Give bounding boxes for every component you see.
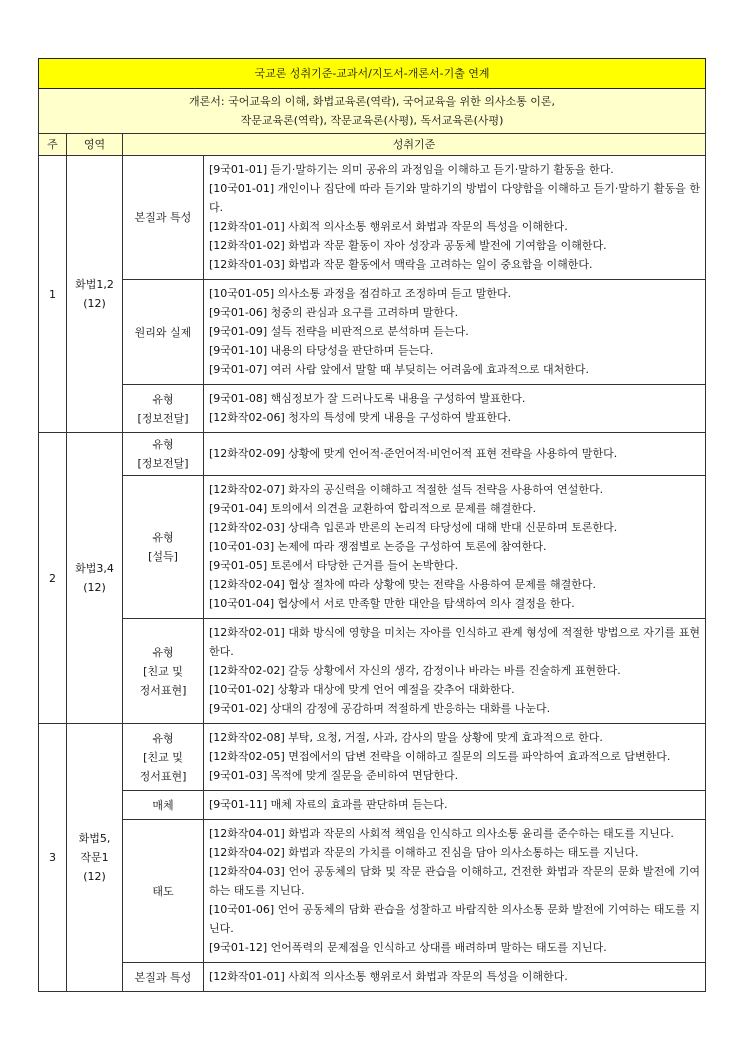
table-row <box>39 791 706 820</box>
category-cell <box>123 280 204 385</box>
achievement-standard: [9국01-09] 설득 전략을 비판적으로 분석하며 듣는다. <box>209 325 469 338</box>
header-week: 주 <box>39 134 67 156</box>
table-row <box>39 476 706 619</box>
achievement-standard: [9국01-05] 토론에서 타당한 근거를 들어 논박한다. <box>209 559 459 572</box>
achievement-standard: [12화작01-01] 사회적 의사소통 행위로서 화법과 작문의 특성을 이해한다. <box>209 220 568 233</box>
achievement-standard: [12화작01-01] 사회적 의사소통 행위로서 화법과 작문의 특성을 이해한다. <box>209 970 568 983</box>
reference-books <box>39 89 706 134</box>
standards-cell <box>204 619 706 724</box>
achievement-standard: [12화작04-02] 화법과 작문의 가치를 이해하고 진심을 담아 의사소통하는 태도를 지닌다. <box>209 846 639 859</box>
standards-cell <box>204 385 706 433</box>
reference-books-line1: 개론서: 국어교육의 이해, 화법교육론(역락), 국어교육을 위한 의사소통 이론, <box>188 95 556 108</box>
table-row <box>39 963 706 992</box>
category-label: 유형 <box>152 531 174 544</box>
area-line: 화법1,2 <box>75 278 114 291</box>
category-label: 유형 <box>152 392 174 406</box>
achievement-standard: [12화작02-03] 상대측 입론과 반론의 논리적 타당성에 대해 반대 신문하며 토론한다. <box>209 521 618 534</box>
category-label: 유형 <box>152 731 174 745</box>
table-row <box>39 724 706 791</box>
area-line: (12) <box>83 297 106 310</box>
achievement-standard: [12화작02-02] 갈등 상황에서 자신의 생각, 감정이나 바라는 바를 진술하게 표현한다. <box>209 664 621 677</box>
standards-cell <box>204 433 706 476</box>
category-cell <box>123 156 204 280</box>
standards-cell <box>204 156 706 280</box>
page-title: 국교론 성취기준-교과서/지도서-개론서-기출 연계 <box>39 59 706 89</box>
area-line: 작문1 <box>80 851 109 864</box>
category-cell <box>123 619 204 724</box>
standards-cell <box>204 791 706 820</box>
table-row <box>39 619 706 724</box>
category-label: 원리와 실제 <box>134 325 192 339</box>
category-cell <box>123 476 204 619</box>
category-label: 태도 <box>152 884 174 898</box>
category-cell <box>123 724 204 791</box>
achievement-standard: [12화작02-04] 협상 절차에 따라 상황에 맞는 전략을 사용하여 문제를 해결한다. <box>209 578 597 591</box>
achievement-standard: [9국01-10] 내용의 타당성을 판단하며 듣는다. <box>209 344 434 357</box>
achievement-standard: [12화작02-07] 화자의 공신력을 이해하고 적절한 설득 전략을 사용하여 연설한다. <box>209 483 604 496</box>
achievement-standard: [9국01-04] 토의에서 의견을 교환하여 합리적으로 문제를 해결한다. <box>209 502 537 515</box>
achievement-standard: [9국01-02] 상대의 감정에 공감하며 적절하게 반응하는 대화를 나눈다. <box>209 702 551 715</box>
achievement-standard: [12화작01-03] 화법과 작문 활동에서 맥락을 고려하는 일이 중요함을 이해한다. <box>209 258 593 271</box>
standards-cell <box>204 963 706 992</box>
table-row <box>39 433 706 476</box>
category-cell <box>123 433 204 476</box>
standards-cell <box>204 280 706 385</box>
area-line: (12) <box>83 581 106 594</box>
achievement-standard: [12화작01-02] 화법과 작문 활동이 자아 성장과 공동체 발전에 기여함을 이해한다. <box>209 239 607 252</box>
week-number: 3 <box>39 724 67 992</box>
standards-cell <box>204 724 706 791</box>
category-label: 매체 <box>152 798 174 812</box>
category-label: [친교 및 <box>143 750 183 764</box>
week-area <box>67 156 123 433</box>
area-line: 화법3,4 <box>75 562 114 575</box>
week-area <box>67 724 123 992</box>
achievement-standard: [10국01-03] 논제에 따라 쟁점별로 논증을 구성하여 토론에 참여한다. <box>209 540 547 553</box>
achievement-standard: [12화작04-01] 화법과 작문의 사회적 책임을 인식하고 의사소통 윤리를 준수하는 태도를 지닌다. <box>209 827 674 840</box>
achievement-standard: [10국01-01] 개인이나 집단에 따라 듣기와 말하기의 방법이 다양함을 이해하고 듣기·말하기 활동을 한다. <box>209 182 701 214</box>
achievement-standard: [12화작02-06] 청자의 특성에 맞게 내용을 구성하여 발표한다. <box>209 411 512 424</box>
category-label: [정보전달] <box>137 457 189 470</box>
category-cell <box>123 820 204 963</box>
category-cell <box>123 791 204 820</box>
achievement-standard: [10국01-05] 의사소통 과정을 점검하고 조정하며 듣고 말한다. <box>209 287 512 300</box>
category-label: 본질과 특성 <box>134 211 192 224</box>
standards-cell <box>204 476 706 619</box>
header-standard: 성취기준 <box>123 134 706 156</box>
achievement-standard: [9국01-07] 여러 사람 앞에서 말할 때 부딪히는 어려움에 효과적으로 대처한다. <box>209 363 590 376</box>
category-cell <box>123 963 204 992</box>
category-label: 본질과 특성 <box>134 970 192 984</box>
reference-books-line2: 작문교육론(역락), 작문교육론(사평), 독서교육론(사평) <box>240 114 504 127</box>
week-area <box>67 433 123 724</box>
week-number: 1 <box>39 156 67 433</box>
category-cell <box>123 385 204 433</box>
achievement-standard: [9국01-01] 듣기·말하기는 의미 공유의 과정임을 이해하고 듣기·말하기 활동을 한다. <box>209 163 614 176</box>
table-row <box>39 385 706 433</box>
achievement-standard: [10국01-06] 언어 공동체의 담화 관습을 성찰하고 바람직한 의사소통 문화 발전에 기여하는 태도를 지닌다. <box>209 903 701 935</box>
achievement-standard: [10국01-04] 협상에서 서로 만족할 만한 대안을 탐색하여 의사 결정을 한다. <box>209 597 575 610</box>
achievement-standard: [9국01-11] 매체 자료의 효과를 판단하며 듣는다. <box>209 798 448 811</box>
achievement-standard: [9국01-06] 청중의 관심과 요구를 고려하며 말한다. <box>209 306 459 319</box>
achievement-standard: [12화작02-08] 부탁, 요청, 거절, 사과, 감사의 말을 상황에 맞게 효과적으로 한다. <box>209 731 603 744</box>
category-label: [친교 및 <box>143 664 183 678</box>
header-area: 영역 <box>67 134 123 156</box>
week-number: 2 <box>39 433 67 724</box>
category-label: 정서표현] <box>139 769 187 783</box>
standards-cell <box>204 820 706 963</box>
table-row <box>39 156 706 280</box>
table-row <box>39 280 706 385</box>
category-label: 유형 <box>152 438 174 451</box>
curriculum-table <box>38 58 706 992</box>
achievement-standard: [12화작02-05] 면접에서의 답변 전략을 이해하고 질문의 의도를 파악하여 효과적으로 답변한다. <box>209 750 671 763</box>
category-label: [정보전달] <box>137 411 189 425</box>
achievement-standard: [10국01-02] 상황과 대상에 맞게 언어 예절을 갖추어 대화한다. <box>209 683 515 696</box>
category-label: 유형 <box>152 645 174 659</box>
category-label: [설득] <box>148 550 178 563</box>
area-line: (12) <box>83 870 106 883</box>
achievement-standard: [12화작04-03] 언어 공동체의 담화 및 작문 관습을 이해하고, 건전한 화법과 작문의 문화 발전에 기여하는 태도를 지닌다. <box>209 865 701 897</box>
category-label: 정서표현] <box>139 683 187 697</box>
table-row <box>39 820 706 963</box>
achievement-standard: [9국01-03] 목적에 맞게 질문을 준비하여 면담한다. <box>209 769 459 782</box>
achievement-standard: [9국01-12] 언어폭력의 문제점을 인식하고 상대를 배려하며 말하는 태도를 지닌다. <box>209 941 607 954</box>
achievement-standard: [12화작02-01] 대화 방식에 영향을 미치는 자아를 인식하고 관계 형성에 적절한 방법으로 자기를 표현한다. <box>209 626 701 658</box>
achievement-standard: [9국01-08] 핵심정보가 잘 드러나도록 내용을 구성하여 발표한다. <box>209 392 526 405</box>
area-line: 화법5, <box>78 832 111 845</box>
achievement-standard: [12화작02-09] 상황에 맞게 언어적·준언어적·비언어적 표현 전략을 사용하여 말한다. <box>209 447 618 460</box>
